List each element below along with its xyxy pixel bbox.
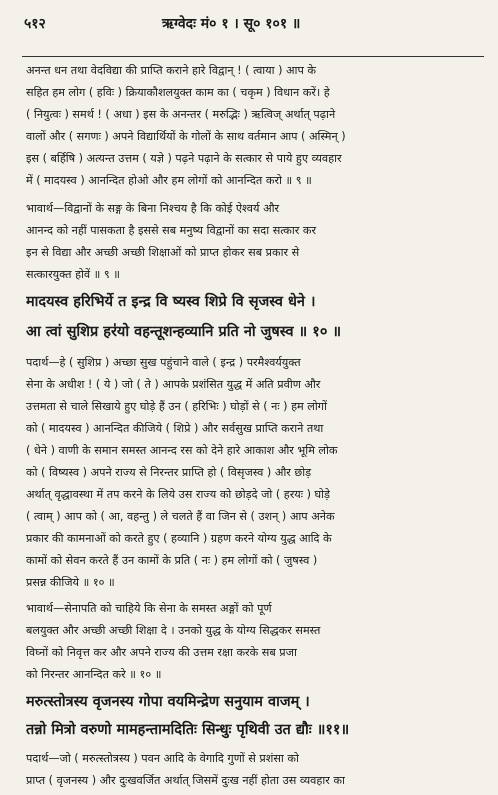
header-rule [22, 56, 484, 57]
text-line: ( त्वाम् ) आप को ( आ, वहन्तु ) ले चलते हैं वा जिन से ( उशन् ) आप अनेक [26, 510, 335, 523]
text-line: प्रकार की कामनाओं को करते हुए ( हव्यानि ) ग्रहण करने योग्य युद्ध आदि के [26, 532, 332, 545]
mantra-line: तन्नो मित्रो वरुणो मामहन्तामदितिः सिन्धुः पृथिवी उत द्यौः ॥११॥ [26, 722, 350, 738]
text-line: ( धेने ) वाणी के समान समस्त आनन्द रस को देने हारे आकाश और भूमि लोक [26, 444, 338, 457]
mantra-line: मरुत्स्तोत्रस्य वृजनस्य गोपा वयमिन्द्रेण सनुयाम वाजम् । [26, 694, 310, 710]
text-line: प्राप्त ( वृजनस्य ) और दुःखवर्जित अर्थात् जिसमें दुःख नहीं होता उस व्यवहार का [26, 774, 345, 787]
text-line: विघ्नों को निवृत्त कर और अपने राज्य की उत्तम रक्षा करके सब प्रजा [26, 646, 297, 659]
mantra-line: आ त्वां सुशिप्र हर॑यो वहन्तूशन्हव्यानि प्रति नो जुषस्व ॥ १० ॥ [26, 324, 342, 340]
text-line: कामों को सेवन करते हैं उन कामों के प्रति ( नः ) हम लोगों को ( जुषस्व ) [26, 554, 318, 567]
text-line: वालों और ( सगणः ) अपने विद्यार्थियों के गोलों के साथ वर्तमान आप ( अस्मिन् ) [26, 130, 346, 143]
text-line: प्रसन्न कीजिये ॥ १० ॥ [26, 576, 115, 589]
bhavartha-line: भावार्थ—सेनापति को चाहिये कि सेना के समस्त अङ्गों को पूर्ण [26, 602, 272, 615]
text-line: में ( मादयस्व ) आनन्दित होओ और हम लोगों को आनन्दित करो ॥ ९ ॥ [26, 174, 312, 187]
text-line: इस ( बर्हिषि ) अत्यन्त उत्तम ( यज्ञे ) पढ़ने पढ़ाने के सत्कार से पाये हुए व्यवहार [26, 152, 342, 165]
text-line: उत्तमता से चाले सिखाये हुए घोड़े हैं उन ( हरिभिः ) घोड़ों से ( नः ) हम लोगों [26, 400, 327, 413]
running-title: ऋग्वेदः मं० १ । सू० १०१ ॥ [162, 16, 301, 32]
page-header [0, 4, 498, 34]
text-line: बलयुक्त और अच्छी अच्छी शिक्षा दे । उनको युद्ध के योग्य सिद्धकर समस्त [26, 624, 321, 637]
text-line: को ( विष्यस्व ) अपने राज्य से निरन्तर प्राप्ति हो ( विसृजस्व ) और छोड़ [26, 466, 312, 479]
page-number: ५१२ [24, 16, 46, 32]
text-line: अर्थात् वृद्धावस्था में तप करने के लिये उस राज्य को छोड़दे जो ( हरयः ) घोड़े [26, 488, 331, 501]
text-line: सत्कारयुक्त होवें ॥ ९ ॥ [26, 268, 121, 281]
text-line: आनन्द को नहीं पासकता है इससे सब मनुष्य विद्वानों का सदा सत्कार कर [26, 224, 317, 237]
padartha-line: पदार्थ—जो ( मरुत्स्तोत्रस्य ) पवन आदि के वेगादि गुणों से प्रशंसा को [26, 752, 299, 765]
mantra-line: मादयस्व हरिभिर्ये त इन्द्र वि ष्यस्व शिप्रे वि सृजस्व धेने । [26, 294, 316, 310]
text-line: इन से विद्या और अच्छी अच्छी शिक्षाओं को प्राप्त होकर सब प्रकार से [26, 246, 300, 259]
text-line: को निरन्तर आनन्दित करे ॥ १० ॥ [26, 668, 162, 681]
padartha-line: पदार्थ—हे ( सुशिप्र ) अच्छा सुख पहुंचाने वाले ( इन्द्र ) परमैश्वर्ययुक्त [26, 356, 301, 369]
text-line: सहित हम लोग ( हविः ) क्रियाकौशलयुक्त काम का ( चकृम ) विधान करें। हे [26, 86, 330, 99]
text-line: सेना के अधीश ! ( ये ) जो ( ते ) आपके प्रशंसित युद्ध में अति प्रवीण और [26, 378, 321, 391]
text-line: ( नियुत्वः ) समर्थ ! ( अधा ) इस के अनन्तर ( मरुद्भिः ) ऋत्विज् अर्थात् पढ़ाने [26, 108, 336, 121]
bhavartha-line: भावार्थ—विद्वानों के सङ्ग के बिना निश्चय है कि कोई ऐश्वर्य और [26, 202, 280, 215]
text-line: को ( मादयस्व ) आनन्दित कीजिये ( शिप्रे ) और सर्वसुख प्राप्ति कराने तथा [26, 422, 324, 435]
text-line: अनन्त धन तथा वेदविद्या की प्राप्ति कराने हारे विद्वान् ! ( त्वाया ) आप के [26, 64, 316, 77]
